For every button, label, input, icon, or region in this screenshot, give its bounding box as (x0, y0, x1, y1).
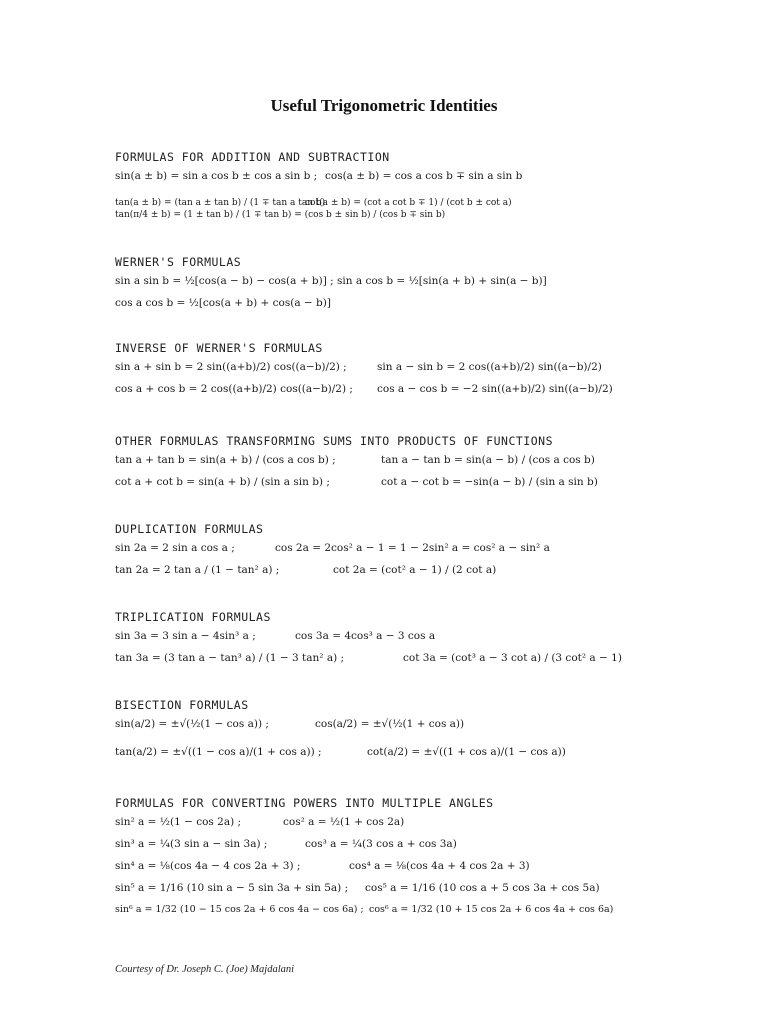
section-heading: TRIPLICATION FORMULAS (115, 610, 271, 624)
formula: cos(a/2) = ±√(½(1 + cos a)) (315, 718, 465, 730)
formula-row (115, 297, 675, 319)
formula: tan a + tan b = sin(a + b) / (cos a cos b) ; (115, 454, 336, 466)
formula: cot 3a = (cot³ a − 3 cot a) / (3 cot² a − 1) (403, 652, 622, 664)
formula: sin 2a = 2 sin a cos a ; (115, 542, 235, 554)
formula: cos a + cos b = 2 cos((a+b)/2) cos((a−b)/2) ; (115, 383, 353, 395)
formula: tan 3a = (3 tan a − tan³ a) / (1 − 3 tan² a) ; (115, 652, 345, 664)
formula-row (115, 275, 675, 297)
formula-row (115, 740, 675, 770)
formula: cot a − cot b = −sin(a − b) / (sin a sin b) (381, 476, 598, 488)
formula-row (115, 652, 675, 674)
formula: cot a + cot b = sin(a + b) / (sin a sin b) ; (115, 476, 330, 488)
formula-row (115, 838, 675, 860)
section-heading: WERNER'S FORMULAS (115, 255, 242, 269)
formula-row (115, 542, 675, 564)
section-heading: FORMULAS FOR CONVERTING POWERS INTO MULTIPLE ANGLES (115, 796, 494, 810)
formula-row (115, 882, 675, 904)
formula: tan(a/2) = ±√((1 − cos a)/(1 + cos a)) ; (115, 746, 322, 758)
formula: sin a + sin b = 2 sin((a+b)/2) cos((a−b)/2) ; (115, 361, 347, 373)
section-sums-into-products (115, 434, 675, 498)
formula: cos(a ± b) = cos a cos b ∓ sin a sin b (325, 170, 523, 182)
formula: cot 2a = (cot² a − 1) / (2 cot a) (333, 564, 497, 576)
formula-row (115, 170, 675, 192)
formula-row (115, 564, 675, 586)
formula: cos a cos b = ½[cos(a + b) + cos(a − b)] (115, 297, 331, 309)
formula: cos⁶ a = 1/32 (10 + 15 cos 2a + 6 cos 4a + cos 6a) (369, 904, 614, 915)
section-duplication (115, 522, 675, 586)
formula: cos a − cos b = −2 sin((a+b)/2) sin((a−b)/2) (377, 383, 613, 395)
formula: sin a cos b = ½[sin(a + b) + sin(a − b)] (337, 275, 547, 287)
section-triplication (115, 610, 675, 674)
formula: cot(a ± b) = (cot a cot b ∓ 1) / (cot b ± cot a) (305, 198, 512, 208)
section-heading: FORMULAS FOR ADDITION AND SUBTRACTION (115, 150, 390, 164)
footer-credit: Courtesy of Dr. Joseph C. (Joe) Majdalani (115, 964, 295, 975)
formula: sin⁶ a = 1/32 (10 − 15 cos 2a + 6 cos 4a − cos 6a) ; (115, 904, 364, 915)
formula-row (115, 904, 675, 926)
formula-row (115, 192, 675, 222)
formula: sin³ a = ¼(3 sin a − sin 3a) ; (115, 838, 268, 850)
section-addition-subtraction (115, 150, 675, 222)
formula: tan 2a = 2 tan a / (1 − tan² a) ; (115, 564, 280, 576)
formula-row (115, 718, 675, 740)
formula: tan(π/4 ± b) = (1 ± tan b) / (1 ∓ tan b) = (cos b ± sin b) / (cos b ∓ sin b) (115, 210, 446, 220)
formula-row (115, 383, 675, 405)
formula: tan a − tan b = sin(a − b) / (cos a cos b) (381, 454, 595, 466)
formula: sin(a/2) = ±√(½(1 − cos a)) ; (115, 718, 269, 730)
formula: sin(a ± b) = sin a cos b ± cos a sin b ; (115, 170, 318, 182)
formula-row (115, 630, 675, 652)
formula: cos² a = ½(1 + cos 2a) (283, 816, 405, 828)
formula-row (115, 454, 675, 476)
formula-row (115, 476, 675, 498)
section-bisection (115, 698, 675, 770)
formula: cos 2a = 2cos² a − 1 = 1 − 2sin² a = cos² a − sin² a (275, 542, 550, 554)
section-heading: DUPLICATION FORMULAS (115, 522, 264, 536)
formula-row (115, 361, 675, 383)
formula: sin⁴ a = ⅛(cos 4a − 4 cos 2a + 3) ; (115, 860, 301, 872)
formula: sin² a = ½(1 − cos 2a) ; (115, 816, 242, 828)
formula: cot(a/2) = ±√((1 + cos a)/(1 − cos a)) (367, 746, 566, 758)
formula: sin a sin b = ½[cos(a − b) − cos(a + b)] ; (115, 275, 334, 287)
formula: cos³ a = ¼(3 cos a + cos 3a) (305, 838, 457, 850)
formula-row (115, 860, 675, 882)
section-powers-to-multiple-angles (115, 796, 675, 926)
formula-row (115, 816, 675, 838)
formula: tan(a ± b) = (tan a ± tan b) / (1 ∓ tan a tan b) (115, 198, 326, 208)
section-heading: BISECTION FORMULAS (115, 698, 249, 712)
formula: sin 3a = 3 sin a − 4sin³ a ; (115, 630, 256, 642)
formula: sin⁵ a = 1/16 (10 sin a − 5 sin 3a + sin 5a) ; (115, 882, 349, 894)
formula: cos⁵ a = 1/16 (10 cos a + 5 cos 3a + cos 5a) (365, 882, 600, 894)
section-werner (115, 255, 675, 319)
formula: cos⁴ a = ⅛(cos 4a + 4 cos 2a + 3) (349, 860, 530, 872)
section-inverse-werner (115, 341, 675, 405)
formula: cos 3a = 4cos³ a − 3 cos a (295, 630, 436, 642)
formula: sin a − sin b = 2 cos((a+b)/2) sin((a−b)/2) (377, 361, 602, 373)
page-title: Useful Trigonometric Identities (270, 96, 498, 115)
section-heading: OTHER FORMULAS TRANSFORMING SUMS INTO PRODUCTS OF FUNCTIONS (115, 434, 553, 448)
section-heading: INVERSE OF WERNER'S FORMULAS (115, 341, 323, 355)
